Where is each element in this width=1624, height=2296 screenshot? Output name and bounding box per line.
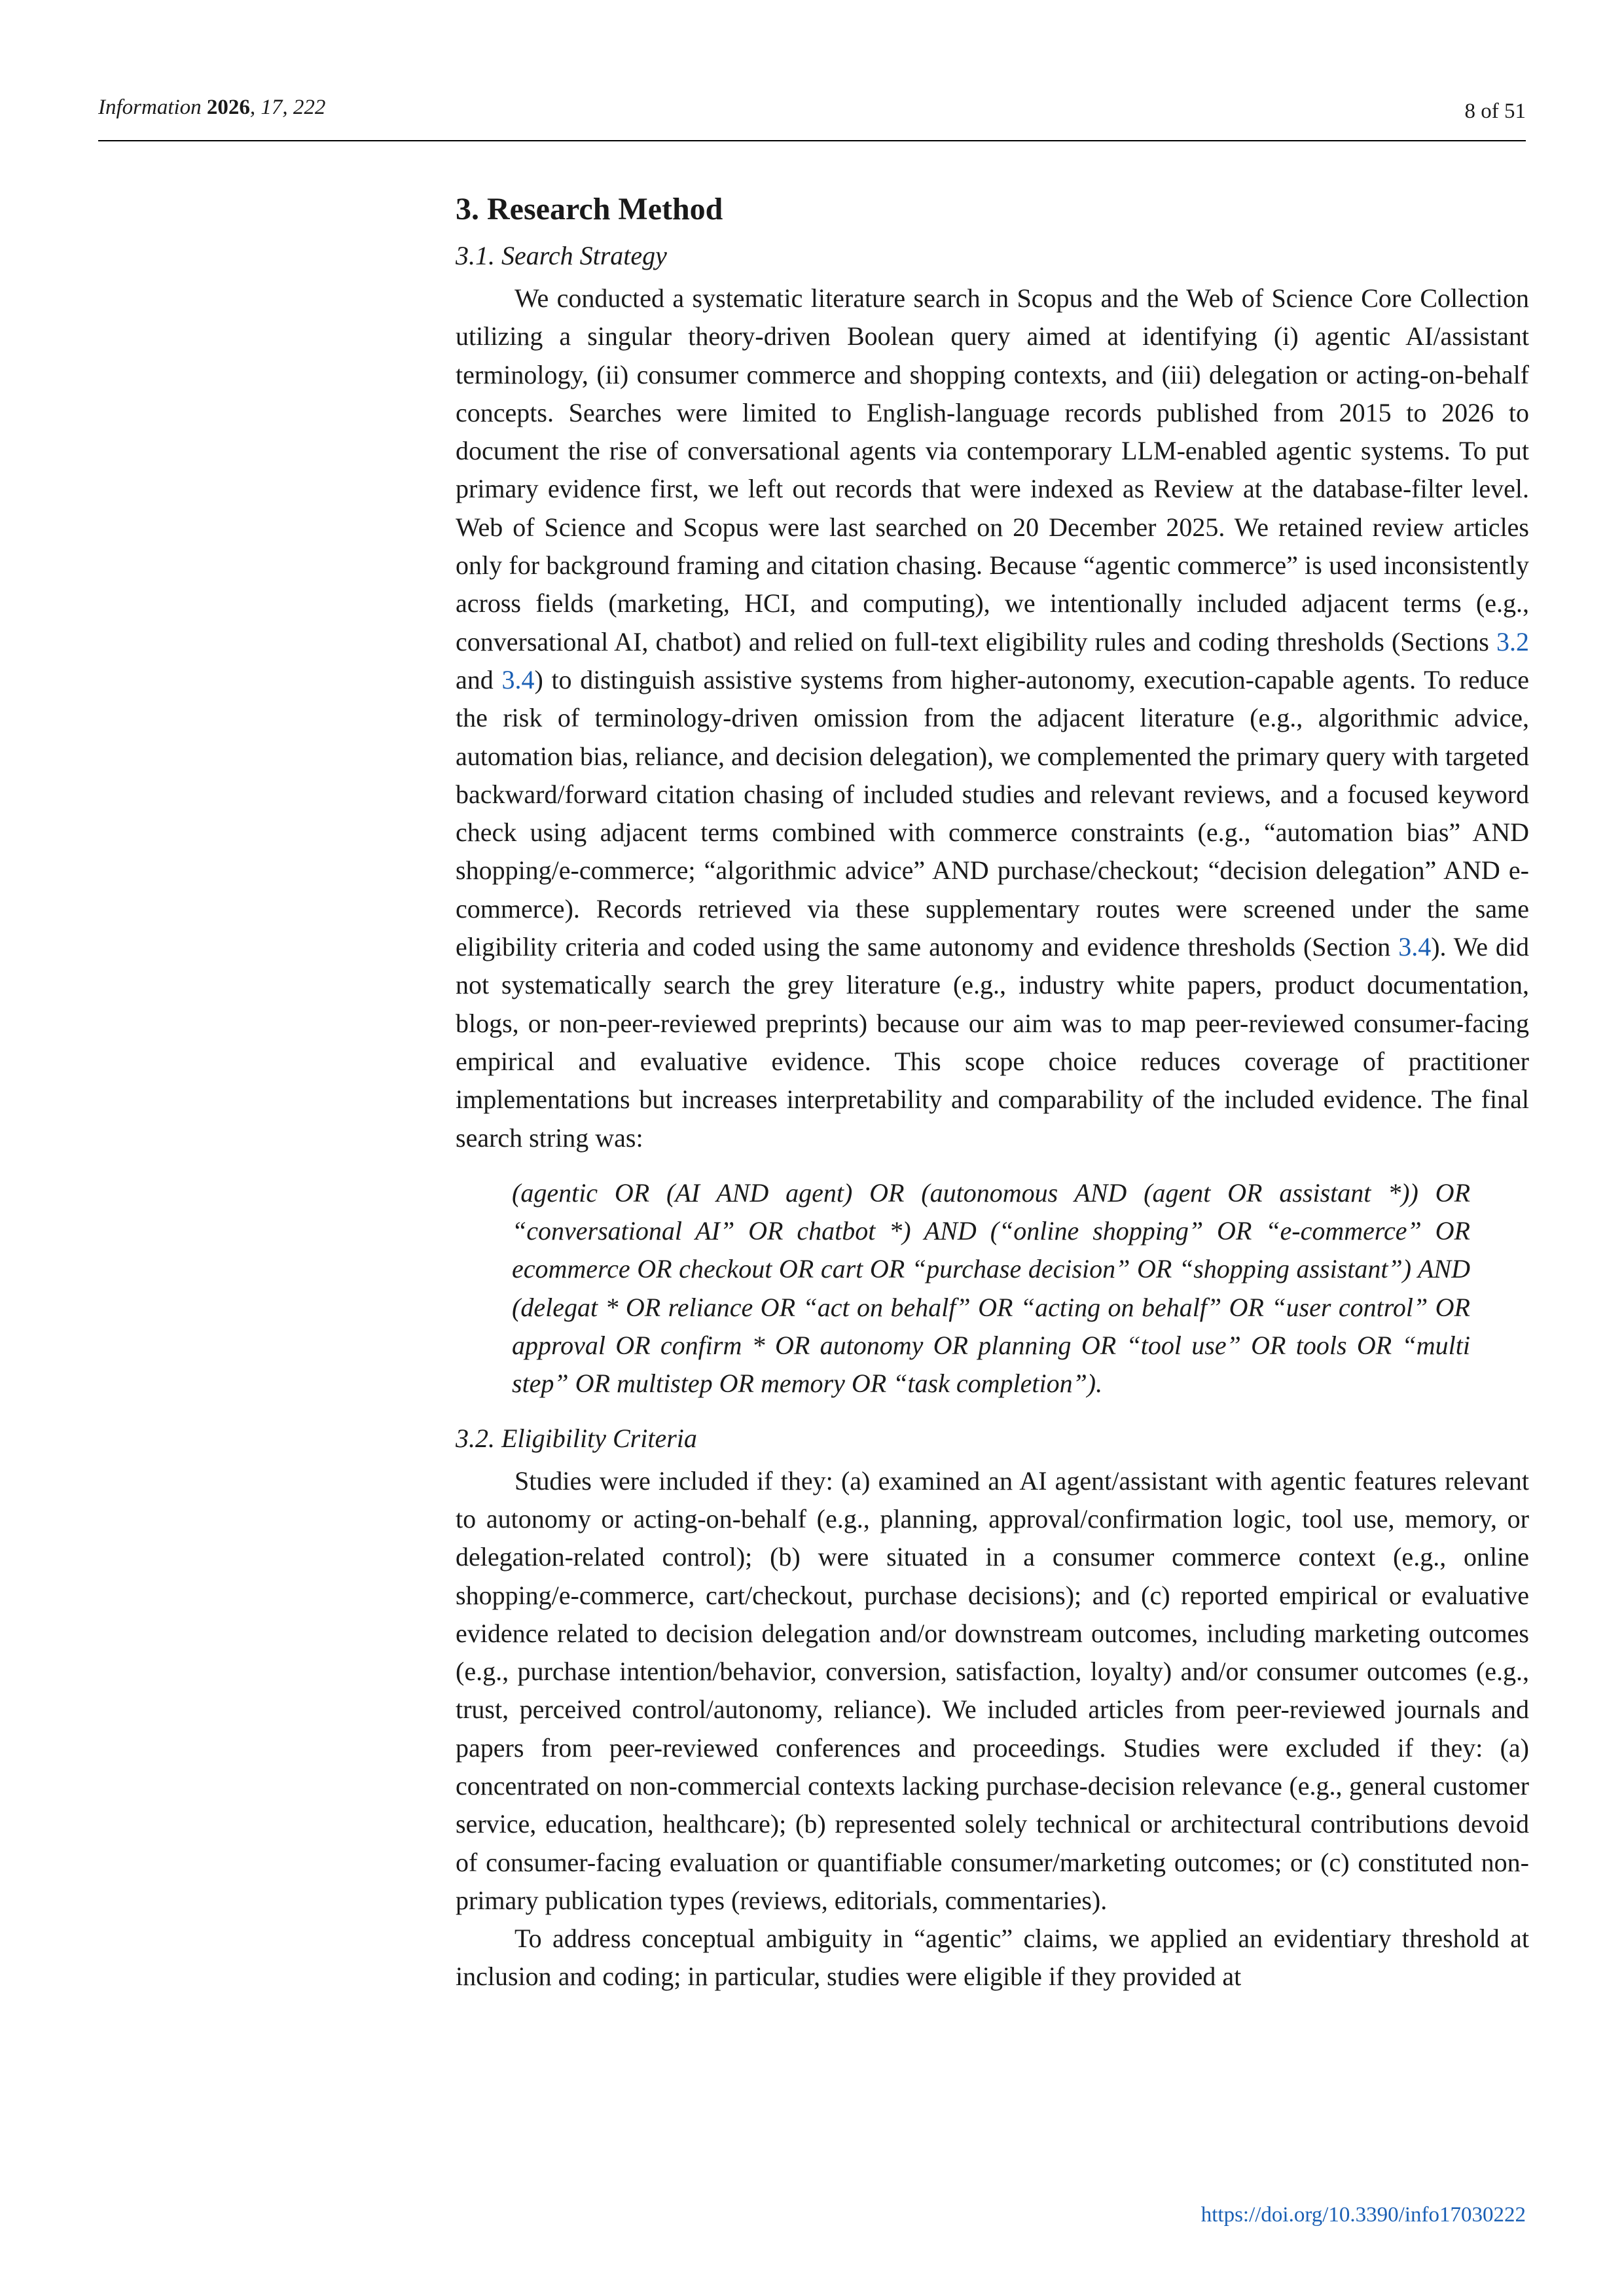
main-content	[456, 187, 1529, 1996]
paragraph-text: We conducted a systematic literature search in Scopus and the Web of Science Core Collection utilizing a singular theory-driven Boolean query aimed at identifying (i) agentic AI/assistant terminology, (ii) consumer commerce and shopping contexts, and (iii) delegation or acting-on-behalf concepts. Searches were limited to English-language records published from 2015 to 2026 to document the rise of conversational agents via contemporary LLM-enabled agentic systems. To put primary evidence first, we left out records that were indexed as Review at the database-filter level. Web of Science and Scopus were last searched on 20 December 2025. We retained review articles only for background framing and citation chasing. Because “agentic commerce” is used inconsistently across fields (marketing, HCI, and computing), we intentionally included adjacent terms (e.g., conversational AI, chatbot) and relied on full-text eligibility rules and coding thresholds (Sections	[456, 283, 1529, 656]
eligibility-paragraph-2: To address conceptual ambiguity in “agentic” claims, we applied an evidentiary threshold at inclusion and coding; in particular, studies were eligible if they provided at	[456, 1924, 1529, 1992]
eligibility-paragraph-1: Studies were included if they: (a) examined an AI agent/assistant with agentic features relevant to autonomy or acting-on-behalf (e.g., planning, approval/confirmation logic, tool use, memory, or delegation-related control); (b) were situated in a consumer commerce context (e.g., online shopping/e-commerce, cart/checkout, purchase decisions); and (c) reported empirical or evaluative evidence related to decision delegation and/or downstream outcomes, including marketing outcomes (e.g., purchase intention/behavior, conversion, satisfaction, loyalty) and/or consumer outcomes (e.g., trust, perceived control/autonomy, reliance). We included articles from peer-reviewed journals and papers from peer-reviewed conferences and proceedings. Studies were excluded if they: (a) concentrated on non-commercial contexts lacking purchase-decision relevance (e.g., general customer service, education, healthcare); (b) represented solely technical or architectural contributions devoid of consumer-facing evaluation or quantifiable consumer/marketing outcomes; or (c) constituted non-primary publication types (reviews, editorials, commentaries).	[456, 1465, 1529, 1915]
subsection-title-eligibility-criteria: 3.2. Eligibility Criteria	[456, 1423, 697, 1453]
paragraph-text: ) to distinguish assistive systems from higher-autonomy, execution-capable agents. To reduce the risk of terminology-driven omission from the adjacent literature (e.g., algorithmic advice, automation bias, reliance, and decision delegation), we complemented the primary query with targeted backward/forward citation chasing of included studies and relevant reviews, and a focused keyword check using adjacent terms combined with commerce constraints (e.g., “automation bias” AND shopping/e-commerce; “algorithmic advice” AND purchase/checkout; “decision delegation” AND e-commerce). Records retrieved via these supplementary routes were screened under the same eligibility criteria and coded using the same autonomy and evidence thresholds (Section	[456, 664, 1529, 962]
paragraph-text: ). We did not systematically search the grey literature (e.g., industry white papers, product documentation, blogs, or non-peer-reviewed preprints) because our aim was to map peer-reviewed consumer-facing empirical and evaluative evidence. This scope choice reduces coverage of practitioner implementations but increases interpretability and comparability of the included evidence. The final search string was:	[456, 932, 1530, 1153]
doi-link[interactable]: https://doi.org/10.3390/info17030222	[1200, 2203, 1526, 2227]
section-link-3-2[interactable]: 3.2	[1496, 626, 1529, 656]
journal-citation	[98, 96, 325, 120]
section-link-3-4[interactable]: 3.4	[1398, 932, 1432, 962]
search-query-block: (agentic OR (AI AND agent) OR (autonomous AND (agent OR assistant *)) OR “conversational AI” OR chatbot *) AND (“online shopping” OR “e-commerce” OR ecommerce OR checkout OR cart OR “purchase decision” OR “shopping assistant”) AND (delegat * OR reliance OR “act on behalf” OR “acting on behalf” OR “user control” OR approval OR confirm * OR autonomy OR planning OR “tool use” OR tools OR “multi step” OR multistep OR memory OR “task completion”).	[512, 1177, 1470, 1399]
page-header	[98, 92, 1526, 141]
subsection-title-search-strategy: 3.1. Search Strategy	[456, 241, 667, 270]
page-number: 8 of 51	[1464, 99, 1526, 123]
journal-year: 2026	[206, 96, 250, 119]
section-link-3-4[interactable]: 3.4	[501, 664, 535, 694]
paragraph-text: and	[456, 664, 502, 694]
journal-volume-issue: , 17, 222	[249, 96, 326, 119]
section-title: 3. Research Method	[456, 192, 723, 226]
search-strategy-paragraph	[456, 279, 1529, 1157]
journal-name: Information	[98, 96, 202, 119]
